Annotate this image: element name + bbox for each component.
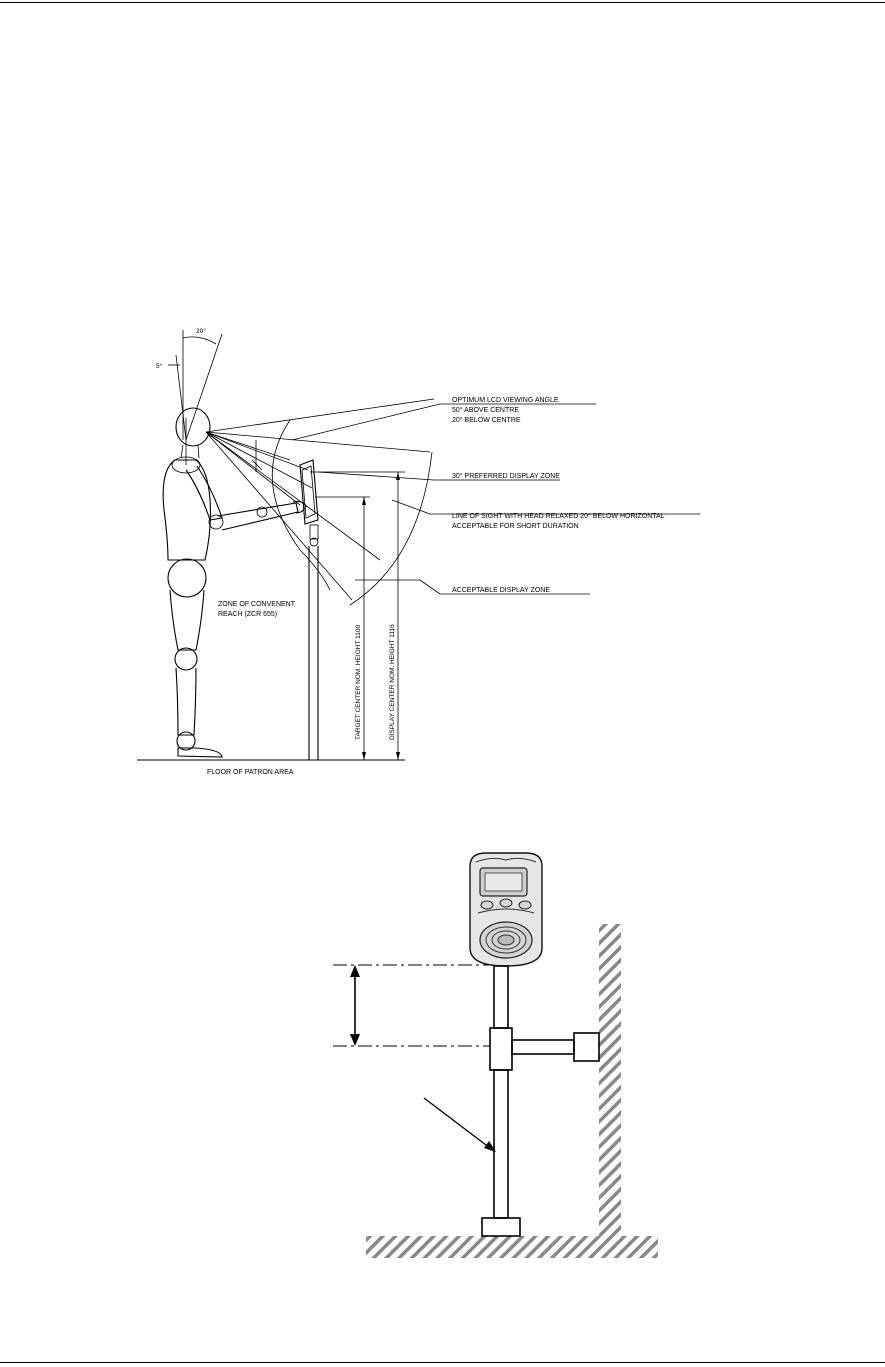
- dim-target-label: TARGET CENTER NOM. HEIGHT 1100: [355, 624, 362, 740]
- reach-zone-line1: ZONE OF CONVENENT: [218, 601, 296, 608]
- terminal-side-view: [300, 460, 318, 760]
- terminal-front-view: [470, 853, 542, 966]
- reach-zone-line2: REACH (ZCR 655): [218, 611, 278, 618]
- mannequin-figure: [163, 408, 306, 757]
- angle-20-label: 20°: [196, 328, 206, 335]
- callout-lcd-line3: 20° BELOW CENTRE: [452, 417, 521, 424]
- callout-sight-line2: ACCEPTABLE FOR SHORT DURATION: [452, 523, 579, 530]
- callout-acceptable-zone: ACCEPTABLE DISPLAY ZONE: [452, 587, 551, 594]
- leader-lines: [292, 404, 700, 594]
- mounting-pole: [482, 966, 599, 1236]
- callout-lcd-line2: 50° ABOVE CENTRE: [452, 407, 519, 414]
- pole-leader-arrow: [424, 1098, 496, 1152]
- floor-label: FLOOR OF PATRON AREA: [207, 769, 294, 776]
- sight-lines: [206, 399, 434, 600]
- callout-preferred-zone: 30° PREFERRED DISPLAY ZONE: [452, 473, 560, 480]
- wall-hatch: [599, 924, 621, 1236]
- height-dimension: [333, 965, 494, 1046]
- angle-5-label: 5°: [156, 363, 163, 370]
- callout-lcd-line1: OPTIMUM LCD VIEWING ANGLE: [452, 397, 559, 404]
- callout-sight-line1: LINE OF SIGHT WITH HEAD RELAXED 20° BELOW HORIZONTAL: [452, 513, 665, 520]
- dim-display-label: DISPLAY CENTER NOM. HEIGHT 1116: [389, 624, 396, 740]
- floor-hatch: [366, 1236, 658, 1258]
